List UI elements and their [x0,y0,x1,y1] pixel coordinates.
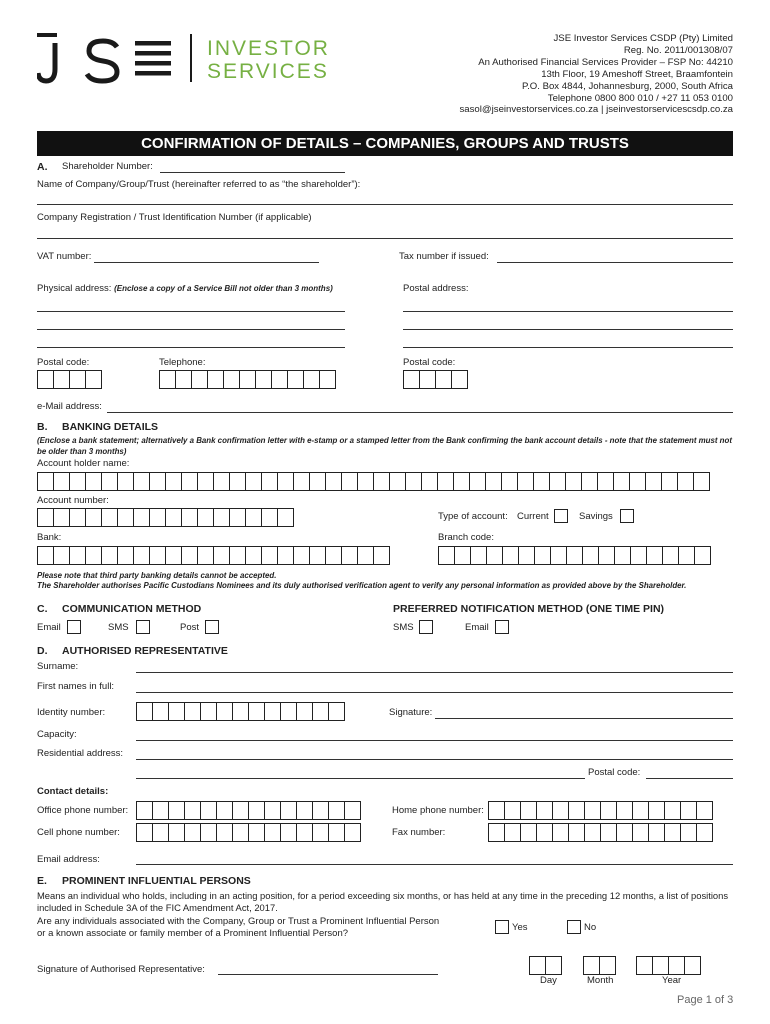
company-name-field[interactable] [37,204,733,205]
otp-email-label: Email [465,622,489,633]
pip-yes-label: Yes [512,922,528,933]
company-info-line: sasol@jseinvestorservices.co.za | jseinvestorservicescsdp.co.za [459,104,733,116]
section-d-letter: D. [37,645,48,657]
residential-field-2[interactable] [136,778,585,779]
section-c-title: COMMUNICATION METHOD [62,603,202,615]
signature-label: Signature: [389,707,433,718]
section-a-letter: A. [37,161,48,173]
company-info-line: Telephone 0800 800 010 / +27 11 053 0100 [547,92,733,104]
logo-tagline-1: INVESTOR [207,37,330,60]
vat-label: VAT number: [37,251,92,262]
company-info-line: Reg. No. 2011/001308/07 [623,44,733,56]
pip-question-2: or a known associate or family member of a Prominent Influential Person? [37,928,349,939]
otp-email-checkbox[interactable] [495,620,509,634]
third-party-note: Please note that third party banking details cannot be accepted. [37,571,277,580]
jse-logo-mark [37,33,177,85]
company-info [460,33,734,116]
account-number-label: Account number: [37,495,109,506]
banking-note: (Enclose a bank statement; alternatively a Bank confirmation letter with e-stamp or a stamped letter from the Bank confirming the bank account details - note that the statement must not be older than 3 months) [37,436,732,456]
comm-sms-label: SMS [108,622,129,633]
otp-sms-label: SMS [393,622,414,633]
id-number-label: Identity number: [37,707,106,718]
postal-code-label: Postal code: [37,357,90,368]
email-field[interactable] [107,412,733,413]
capacity-field[interactable] [136,740,733,741]
postal-address-line[interactable] [403,329,733,330]
shareholder-number-label: Shareholder Number: [62,161,153,172]
pip-no-checkbox[interactable] [567,920,581,934]
savings-checkbox[interactable] [620,509,634,523]
physical-address-text: Physical address: [37,283,112,294]
day-label: Day [540,975,557,986]
office-phone-boxes[interactable] [136,801,361,820]
rep-signature-field[interactable] [218,974,438,975]
residential-postal-code-label: Postal code: [588,767,641,778]
otp-title: PREFERRED NOTIFICATION METHOD (ONE TIME PIN) [393,603,665,615]
bank-label: Bank: [37,532,62,543]
home-phone-label: Home phone number: [392,805,484,816]
comm-post-checkbox[interactable] [205,620,219,634]
account-holder-boxes[interactable] [37,472,710,491]
first-names-field[interactable] [136,692,733,693]
comm-email-checkbox[interactable] [67,620,81,634]
fax-boxes[interactable] [488,823,713,842]
account-holder-label: Account holder name: [37,458,130,469]
physical-address-line[interactable] [37,347,345,348]
month-label: Month [587,975,614,986]
telephone-label: Telephone: [159,357,206,368]
residential-label: Residential address: [37,748,124,759]
pip-question-1: Are any individuals associated with the Company, Group or Trust a Prominent Influential Person [37,916,440,927]
day-boxes[interactable] [529,956,562,975]
residential-postal-code-field[interactable] [646,778,733,779]
physical-address-line[interactable] [37,329,345,330]
pip-yes-checkbox[interactable] [495,920,509,934]
logo-tagline-2: SERVICES [207,60,329,83]
physical-address-label [37,284,333,295]
pip-description: Means an individual who holds, including in an acting position, for a period exceeding six months, or has held at any time in the preceding 12 months, a list of positions included in Schedule 3A of the FIC Amendment Act, 2017. [37,890,729,913]
section-d-title: AUTHORISED REPRESENTATIVE [62,645,228,657]
postal-code-boxes[interactable] [37,370,102,389]
year-label: Year [662,975,682,986]
postal-code-boxes-2[interactable] [403,370,468,389]
current-label: Current [517,511,549,522]
surname-label: Surname: [37,661,79,672]
branch-code-label: Branch code: [438,532,494,543]
postal-address-label: Postal address: [403,283,469,294]
month-boxes[interactable] [583,956,616,975]
page-number: Page 1 of 3 [677,994,734,1006]
cell-phone-label: Cell phone number: [37,827,120,838]
current-checkbox[interactable] [554,509,568,523]
company-info-line: JSE Investor Services CSDP (Pty) Limited [553,33,733,44]
form-title: CONFIRMATION OF DETAILS – COMPANIES, GROUPS AND TRUSTS [37,131,733,156]
comm-sms-checkbox[interactable] [136,620,150,634]
savings-label: Savings [579,511,613,522]
capacity-label: Capacity: [37,729,77,740]
bank-boxes[interactable] [37,546,390,565]
telephone-boxes[interactable] [159,370,336,389]
verification-note: The Shareholder authorises Pacific Custodians Nominees and its duly authorised verification agent to verify any personal information as provided above by the Shareholder. [37,581,687,590]
surname-field[interactable] [136,672,733,673]
comm-email-label: Email [37,622,61,633]
year-boxes[interactable] [636,956,701,975]
office-phone-label: Office phone number: [37,805,129,816]
id-number-boxes[interactable] [136,702,345,721]
section-e-letter: E. [37,875,47,887]
cell-phone-boxes[interactable] [136,823,361,842]
postal-code-label-2: Postal code: [403,357,456,368]
section-b-title: BANKING DETAILS [62,421,159,433]
pip-no-label: No [584,922,597,933]
vat-field[interactable] [94,262,319,263]
section-e-title: PROMINENT INFLUENTIAL PERSONS [62,875,251,887]
company-name-label: Name of Company/Group/Trust (hereinafter referred to as “the shareholder”): [37,179,361,190]
first-names-label: First names in full: [37,681,115,692]
registration-field[interactable] [37,238,733,239]
branch-code-boxes[interactable] [438,546,711,565]
account-type-label: Type of account: [438,511,508,522]
rep-signature-label: Signature of Authorised Representative: [37,964,205,975]
company-info-line: 13th Floor, 19 Ameshoff Street, Braamfontein [541,68,733,80]
contact-details-label: Contact details: [37,786,109,797]
residential-field[interactable] [136,759,733,760]
shareholder-number-field[interactable] [160,172,345,173]
signature-field[interactable] [435,718,733,719]
postal-address-line[interactable] [403,347,733,348]
home-phone-boxes[interactable] [488,801,713,820]
section-c-letter: C. [37,603,48,615]
logo-divider [190,34,192,82]
otp-sms-checkbox[interactable] [419,620,433,634]
comm-post-label: Post [180,622,200,633]
rep-email-label: Email address: [37,854,100,865]
company-info-line: An Authorised Financial Services Provider – FSP No: 44210 [478,56,733,68]
jse-logo [37,33,177,85]
account-number-boxes[interactable] [37,508,294,527]
physical-address-note: (Enclose a copy of a Service Bill not older than 3 months) [114,284,333,293]
registration-label: Company Registration / Trust Identification Number (if applicable) [37,212,312,223]
email-label: e-Mail address: [37,401,102,412]
tax-field[interactable] [497,262,733,263]
fax-label: Fax number: [392,827,446,838]
company-info-line: P.O. Box 4844, Johannesburg, 2000, South Africa [521,80,733,92]
postal-address-line[interactable] [403,311,733,312]
tax-label: Tax number if issued: [399,251,489,262]
rep-email-field[interactable] [136,864,733,865]
physical-address-line[interactable] [37,311,345,312]
section-b-letter: B. [37,421,48,433]
